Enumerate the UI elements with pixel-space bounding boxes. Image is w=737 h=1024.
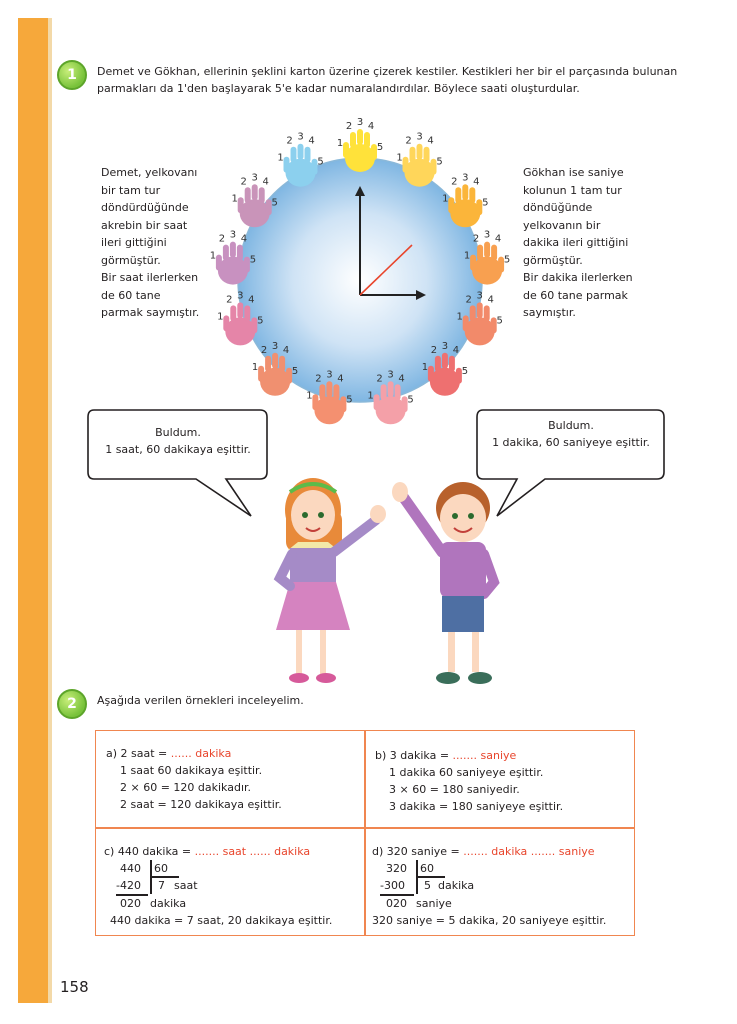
hand-finger [259, 187, 265, 203]
finger-number: 3 [356, 117, 364, 128]
gokhan-line: Gökhan ise saniye [523, 166, 624, 179]
finger-number: 2 [286, 135, 293, 147]
section-1-intro: Demet ve Gökhan, ellerinin şeklini karton üzerine çizerek kestiler. Kestikleri her bir el parçasında bulunan parmakları da 1'den başlayarak 5'e kadar numaralandırdılar. Böylece saati oluşturdular. [97, 65, 678, 95]
finger-number: 4 [248, 294, 255, 306]
hand-palm [345, 144, 375, 172]
demet-explanation [101, 164, 199, 322]
subtracted: -420 [116, 879, 141, 892]
finger-number: 5 [503, 254, 511, 266]
hand-palm [225, 317, 255, 345]
hand-palm [472, 257, 502, 285]
finger-number: 1 [456, 311, 463, 323]
finger-number: 3 [271, 340, 279, 352]
example-b-question [375, 747, 563, 764]
example-a [106, 745, 282, 813]
finger-number: 4 [240, 233, 248, 245]
hand-finger [279, 356, 285, 372]
demet-line: parmak saymıştır. [101, 306, 200, 319]
finger-number: 2 [451, 176, 458, 188]
section-2-badge: 2 [57, 689, 87, 719]
gokhan-line: görmüştür. [523, 253, 583, 267]
hand-finger [455, 187, 461, 203]
hand-finger [326, 381, 332, 397]
hand-palm [260, 368, 290, 396]
finger-number: 3 [462, 172, 469, 184]
finger-number: 5 [496, 315, 503, 327]
demet-line: de 60 tane [101, 288, 161, 302]
hand-finger [395, 384, 401, 400]
hand-finger [333, 384, 339, 400]
hand-finger [244, 305, 250, 321]
hand-finger [462, 184, 468, 200]
example-c-label: c) 440 dakika = [104, 845, 195, 858]
page-margin-bar [18, 18, 48, 1003]
example-b [375, 747, 563, 815]
finger-number: 2 [218, 233, 226, 245]
hand-palm [405, 159, 435, 187]
hand-finger [305, 147, 311, 163]
hand-finger [265, 356, 271, 372]
finger-number: 5 [482, 197, 489, 209]
hand-finger [284, 157, 290, 173]
remainder: 020 [120, 897, 141, 910]
example-a-line: 2 saat = 120 dakikaya eşittir. [120, 798, 282, 811]
hand-finger [470, 305, 476, 321]
hand-finger [374, 394, 380, 410]
finger-number: 4 [262, 176, 269, 188]
finger-number: 1 [231, 193, 238, 205]
hand-finger [417, 144, 423, 160]
finger-number: 5 [407, 394, 414, 406]
hand-finger [403, 157, 409, 173]
example-c [104, 843, 364, 929]
hand-palm [465, 317, 495, 345]
finger-number: 3 [326, 369, 333, 381]
finger-number: 1 [336, 138, 344, 149]
finger-number: 3 [237, 290, 244, 302]
hand-finger [357, 129, 363, 145]
demet-line: bir tam tur [101, 183, 161, 197]
gokhan-explanation [523, 164, 633, 322]
hand-finger [319, 384, 325, 400]
finger-number: 3 [387, 369, 394, 381]
finger-number: 2 [465, 294, 472, 306]
finger-number: 2 [405, 135, 412, 147]
hand-finger [230, 305, 236, 321]
hand-finger [484, 242, 490, 258]
hand-finger [291, 147, 297, 163]
hand-finger [449, 356, 455, 372]
example-a-label: a) 2 saat = [106, 747, 171, 760]
gokhan-line: saymıştır. [523, 306, 576, 319]
finger-number: 3 [251, 172, 258, 184]
finger-number: 4 [308, 135, 315, 147]
finger-number: 5 [317, 156, 324, 168]
finger-number: 2 [240, 176, 247, 188]
finger-number: 4 [452, 344, 460, 356]
quotient-unit: saat [174, 879, 198, 892]
example-c-blank: ....... saat ...... dakika [194, 845, 311, 858]
finger-number: 4 [473, 176, 480, 188]
example-b-label: b) 3 dakika = [375, 749, 453, 762]
hand-finger [258, 366, 264, 382]
gokhan-line: kolunun 1 tam tur [523, 183, 622, 197]
example-a-blank: ...... dakika [170, 747, 232, 760]
finger-number: 1 [442, 193, 449, 205]
examples-table [95, 730, 635, 936]
hand-finger [477, 245, 483, 261]
page-margin-shadow [48, 18, 52, 1003]
finger-number: 2 [260, 344, 268, 356]
example-b-blank: ....... saniye [452, 749, 517, 762]
hand-palm [286, 159, 316, 187]
example-d-question [372, 843, 634, 860]
dividend: 440 [120, 862, 141, 875]
hand-finger [343, 142, 349, 158]
finger-number: 3 [476, 290, 483, 302]
finger-number: 4 [337, 373, 344, 385]
finger-number: 5 [257, 315, 264, 327]
hand-finger [252, 184, 258, 200]
bubble-right-text [477, 417, 665, 451]
example-b-line: 3 × 60 = 180 saniyedir. [389, 783, 520, 796]
bubble-left-line2: 1 saat, 60 dakikaya eşittir. [105, 443, 251, 456]
demet-line: Bir saat ilerlerken [101, 271, 199, 284]
table-divider-horizontal [96, 827, 634, 829]
finger-number: 3 [229, 229, 237, 241]
quotient: 5 [424, 879, 431, 892]
finger-number: 2 [472, 233, 480, 245]
hand-palm [450, 199, 480, 227]
hand-finger [463, 315, 469, 331]
finger-number: 4 [367, 121, 375, 132]
example-a-line: 2 × 60 = 120 dakikadır. [120, 781, 252, 794]
hand-finger [435, 356, 441, 372]
example-c-question [104, 843, 364, 860]
remainder: 020 [386, 897, 407, 910]
finger-number: 4 [398, 373, 405, 385]
finger-number: 3 [416, 131, 423, 143]
example-a-question [106, 745, 282, 762]
finger-number: 1 [306, 390, 313, 402]
dividend: 320 [386, 862, 407, 875]
hand-finger [484, 305, 490, 321]
bubble-left-text [88, 424, 268, 458]
example-c-division [104, 860, 364, 912]
finger-number: 1 [251, 361, 259, 373]
section-2-intro: Aşağıda verilen örnekleri inceleyelim. [97, 694, 304, 707]
hand-finger [410, 147, 416, 163]
bubble-left-line1: Buldum. [155, 426, 201, 439]
gokhan-line: dakika ileri gittiğini [523, 236, 629, 249]
finger-number: 5 [249, 254, 257, 266]
gokhan-line: Bir dakika ilerlerken [523, 271, 633, 284]
hand-finger [424, 147, 430, 163]
demet-line: akrebin bir saat [101, 218, 188, 232]
hand-finger [350, 132, 356, 148]
finger-number: 2 [430, 344, 438, 356]
finger-number: 1 [463, 250, 471, 262]
boy-illustration [388, 472, 508, 694]
finger-number: 2 [376, 373, 383, 385]
gokhan-line: de 60 tane parmak [523, 288, 628, 302]
hand-finger [298, 144, 304, 160]
bubble-right-line1: Buldum. [548, 419, 594, 432]
finger-number: 5 [291, 365, 299, 377]
finger-number: 2 [315, 373, 322, 385]
remainder-unit: dakika [150, 897, 187, 910]
hand-palm [430, 368, 460, 396]
finger-number: 5 [436, 156, 443, 168]
demet-line: görmüştür. [101, 253, 161, 267]
finger-number: 1 [367, 390, 374, 402]
finger-number: 4 [282, 344, 290, 356]
quotient-unit: dakika [438, 879, 475, 892]
example-d-blank: ....... dakika ....... saniye [463, 845, 595, 858]
demet-line: ileri gittiğini [101, 236, 167, 249]
page-number: 158 [60, 978, 89, 996]
hand-finger [223, 315, 229, 331]
finger-number: 3 [441, 340, 449, 352]
demet-line: Demet, yelkovanı [101, 166, 198, 179]
hand-finger [381, 384, 387, 400]
finger-number: 4 [487, 294, 494, 306]
example-d-result: 320 saniye = 5 dakika, 20 saniyeye eşittir. [372, 914, 607, 927]
hand-finger [223, 245, 229, 261]
hand-finger [469, 187, 475, 203]
example-d [372, 843, 634, 929]
hand-finger [470, 255, 476, 271]
finger-number: 4 [427, 135, 434, 147]
hand-finger [428, 366, 434, 382]
remainder-unit: saniye [416, 897, 452, 910]
example-c-result: 440 dakika = 7 saat, 20 dakikaya eşittir. [110, 914, 333, 927]
finger-number: 1 [396, 152, 403, 164]
example-b-line: 3 dakika = 180 saniyeye eşittir. [389, 800, 564, 813]
finger-number: 1 [421, 361, 429, 373]
example-b-line: 1 dakika 60 saniyeye eşittir. [389, 766, 544, 779]
finger-number: 4 [494, 233, 502, 245]
subtracted: -300 [380, 879, 405, 892]
hand-palm [240, 199, 270, 227]
divisor: 60 [154, 862, 168, 875]
hand-finger [272, 353, 278, 369]
finger-number: 2 [226, 294, 233, 306]
girl-illustration [268, 470, 388, 692]
hand-finger [237, 302, 243, 318]
hand-clock [190, 100, 520, 460]
hand-finger [388, 381, 394, 397]
finger-number: 3 [483, 229, 491, 241]
gokhan-line: yelkovanın bir [523, 218, 601, 232]
hand-finger [230, 242, 236, 258]
example-d-division [372, 860, 634, 912]
example-a-line: 1 saat 60 dakikaya eşittir. [120, 764, 263, 777]
finger-number: 5 [346, 394, 353, 406]
hand-finger [237, 245, 243, 261]
hand-finger [448, 197, 454, 213]
hand-finger [477, 302, 483, 318]
finger-number: 5 [376, 142, 384, 153]
hand-finger [238, 197, 244, 213]
hand-finger [245, 187, 251, 203]
gokhan-line: döndüğünde [523, 201, 593, 214]
hand-finger [312, 394, 318, 410]
finger-number: 1 [277, 152, 284, 164]
finger-number: 1 [209, 250, 217, 262]
hand-finger [442, 353, 448, 369]
bubble-right-line2: 1 dakika, 60 saniyeye eşittir. [492, 436, 650, 449]
finger-number: 5 [271, 197, 278, 209]
hand-palm [218, 257, 248, 285]
finger-number: 1 [217, 311, 224, 323]
hand-palm [376, 396, 406, 424]
divisor: 60 [420, 862, 434, 875]
finger-number: 3 [297, 131, 304, 143]
example-d-label: d) 320 saniye = [372, 845, 464, 858]
finger-number: 5 [461, 365, 469, 377]
hand-finger [364, 132, 370, 148]
hand-finger [491, 245, 497, 261]
finger-number: 2 [345, 121, 353, 132]
demet-line: döndürdüğünde [101, 201, 189, 214]
section-1-badge: 1 [57, 60, 87, 90]
table-divider-vertical [364, 731, 366, 935]
quotient: 7 [158, 879, 165, 892]
hand-palm [314, 396, 344, 424]
hand-finger [216, 255, 222, 271]
